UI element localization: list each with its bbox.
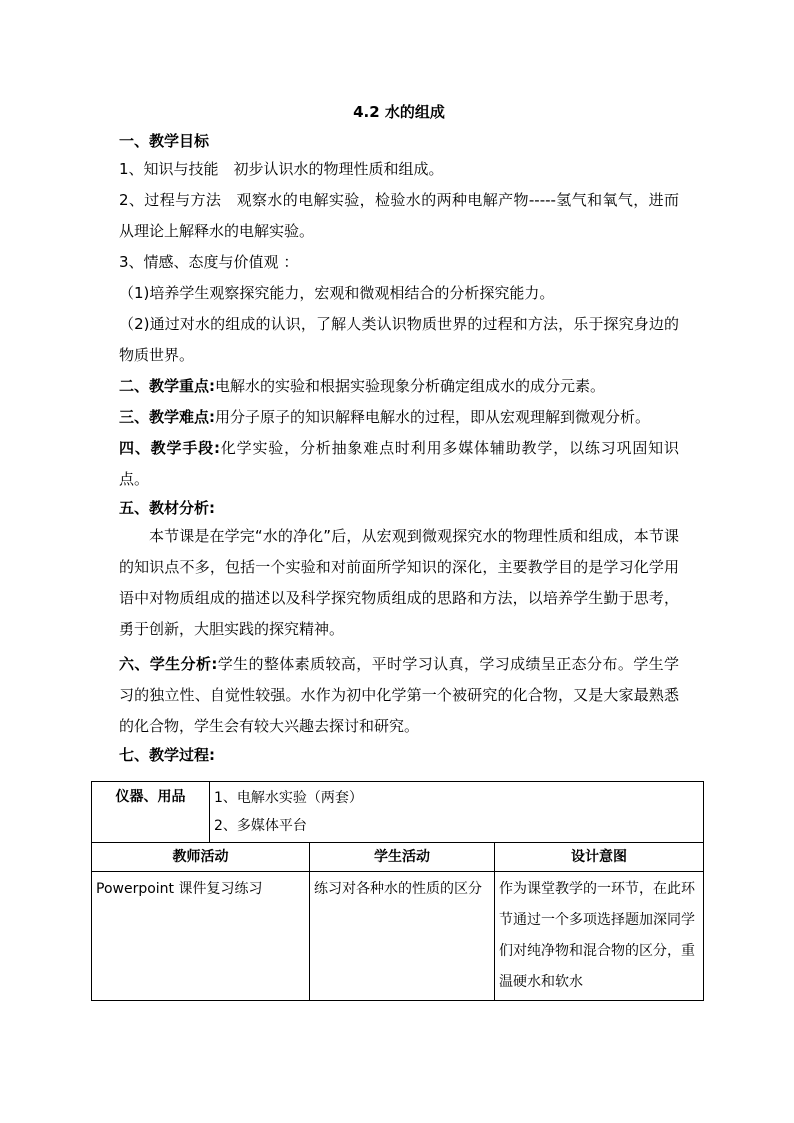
- section-4-label: 四、教学手段:: [119, 439, 220, 457]
- section-4: [119, 433, 679, 495]
- cell-teacher-activity: Powerpoint 课件复习练习: [92, 872, 310, 1001]
- section-1-heading: 一、教学目标: [119, 132, 210, 150]
- table-row: [92, 843, 704, 872]
- cell-student-activity: 练习对各种水的性质的区分: [310, 872, 495, 1001]
- objective-knowledge: 1、知识与技能 初步认识水的物理性质和组成。: [119, 160, 444, 178]
- objective-process: 2、过程与方法 观察水的电解实验，检验水的两种电解产物-----氢气和氧气，进而从理论上解释水的电解实验。: [119, 191, 679, 240]
- header-teacher-activity: 教师活动: [92, 843, 310, 872]
- cell-design-intent: 作为课堂教学的一环节，在此环节通过一个多项选择题加深同学们对纯净物和混合物的区分，重温硬水和软水: [495, 872, 704, 1001]
- section-2: [119, 371, 679, 402]
- section-6: [119, 649, 679, 742]
- document-title: 4.2 水的组成: [353, 103, 445, 121]
- section-5-text: 本节课是在学完“水的净化”后，从宏观到微观探究水的物理性质和组成，本节课的知识点不多，包括一个实验和对前面所学知识的深化，主要教学目的是学习化学用语中对物质组成的描述以及科学探究物质组成的思路和方法，以培养学生勤于思考，勇于创新，大胆实践的探究精神。: [119, 527, 679, 638]
- objective-attitude: 3、情感、态度与价值观 ：: [119, 253, 299, 271]
- section-7-heading: 七、教学过程:: [119, 746, 215, 764]
- section-4-text: 化学实验，分析抽象难点时利用多媒体辅助教学，以练习巩固知识点。: [119, 439, 679, 488]
- section-2-text: 电解水的实验和根据实验现象分析确定组成水的成分元素。: [215, 377, 606, 395]
- section-2-label: 二、教学重点:: [119, 377, 215, 395]
- section-6-text: 学生的整体素质较高，平时学习认真，学习成绩呈正态分布。学生学习的独立性、自觉性较强。水作为初中化学第一个被研究的化合物，又是大家最熟悉的化合物，学生会有较大兴趣去探讨和研究。: [119, 655, 680, 735]
- table-row: [92, 782, 704, 843]
- objective-attitude-sub2: （2)通过对水的组成的认识，了解人类认识物质世界的过程和方法，乐于探究身边的物质世界。: [119, 315, 679, 364]
- section-5-heading: 五、教材分析:: [119, 499, 215, 517]
- objective-attitude-sub1: （1)培养学生观察探究能力，宏观和微观相结合的分析探究能力。: [119, 284, 555, 302]
- section-3-label: 三、教学难点:: [119, 408, 215, 426]
- section-3: [119, 402, 679, 433]
- equipment-item: 2、多媒体平台: [214, 818, 307, 834]
- table-row: [92, 872, 704, 1001]
- document-body: [119, 100, 679, 768]
- equipment-label-cell: 仪器、用品: [92, 782, 210, 843]
- equipment-items-cell: [210, 782, 704, 843]
- header-design-intent: 设计意图: [495, 843, 704, 872]
- section-3-text: 用分子原子的知识解释电解水的过程，即从宏观理解到微观分析。: [215, 408, 651, 426]
- teaching-process-table: [91, 781, 704, 1001]
- header-student-activity: 学生活动: [310, 843, 495, 872]
- section-6-label: 六、学生分析:: [119, 655, 218, 673]
- equipment-item: 1、电解水实验（两套）: [214, 790, 363, 806]
